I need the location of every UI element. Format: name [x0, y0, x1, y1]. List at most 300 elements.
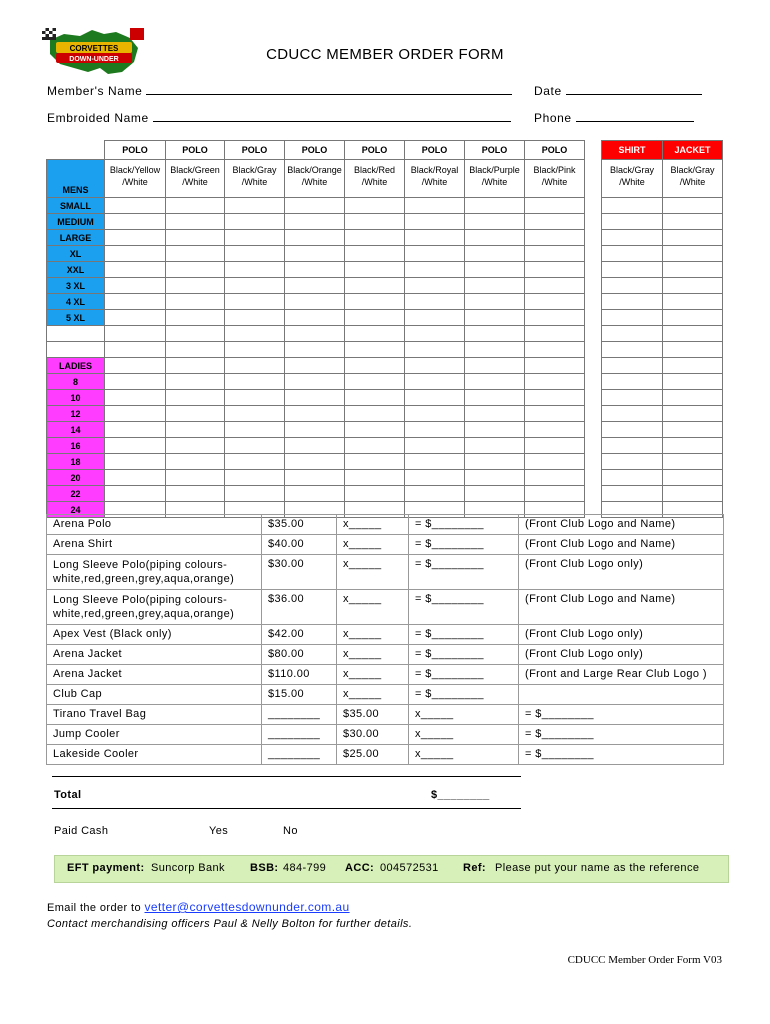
price-cell-item: Arena Polo: [47, 515, 262, 535]
price-cell-note: (Front Club Logo only): [519, 555, 724, 590]
qty-cell[interactable]: [602, 342, 663, 358]
qty-cell[interactable]: [465, 454, 525, 470]
qty-cell[interactable]: [663, 454, 723, 470]
qty-cell[interactable]: [166, 262, 225, 278]
price-cell-note: (Front Club Logo only): [519, 645, 724, 665]
qty-cell[interactable]: [105, 406, 166, 422]
qty-cell[interactable]: [345, 374, 405, 390]
price-row: [47, 645, 724, 665]
qty-cell[interactable]: [465, 438, 525, 454]
mens-size-1: MEDIUM: [47, 214, 105, 230]
qty-cell[interactable]: [465, 486, 525, 502]
qty-cell[interactable]: [663, 278, 723, 294]
qty-cell[interactable]: [105, 262, 166, 278]
price-cell-qty[interactable]: $25.00: [337, 745, 409, 765]
qty-cell[interactable]: [166, 310, 225, 326]
price-cell-total[interactable]: x_____: [409, 705, 519, 725]
qty-cell[interactable]: [405, 294, 465, 310]
qty-cell[interactable]: [602, 374, 663, 390]
qty-cell[interactable]: [525, 294, 585, 310]
qty-cell[interactable]: [345, 294, 405, 310]
mens-size-5: 3 XL: [47, 278, 105, 294]
price-cell-total[interactable]: = $________: [409, 590, 519, 625]
qty-cell[interactable]: [405, 326, 465, 342]
qty-cell[interactable]: [225, 230, 285, 246]
qty-cell[interactable]: [166, 438, 225, 454]
qty-cell[interactable]: [285, 230, 345, 246]
price-row: [47, 705, 724, 725]
qty-cell[interactable]: [405, 230, 465, 246]
members-name-line[interactable]: Member's Name: [47, 84, 512, 98]
qty-cell[interactable]: [285, 486, 345, 502]
qty-cell[interactable]: [465, 358, 525, 374]
qty-cell[interactable]: [465, 470, 525, 486]
qty-cell[interactable]: [166, 470, 225, 486]
qty-cell[interactable]: [405, 374, 465, 390]
ref-label: Ref:: [463, 862, 486, 874]
price-cell-note: = $________: [519, 725, 724, 745]
qty-cell[interactable]: [285, 310, 345, 326]
polo-header-6: POLO: [465, 141, 525, 160]
price-row: [47, 665, 724, 685]
price-cell-total[interactable]: = $________: [409, 535, 519, 555]
ladies-size-4: 16: [47, 438, 105, 454]
qty-cell[interactable]: [166, 374, 225, 390]
qty-cell[interactable]: [285, 454, 345, 470]
qty-cell[interactable]: [105, 438, 166, 454]
qty-cell[interactable]: [663, 438, 723, 454]
qty-cell[interactable]: [225, 310, 285, 326]
qty-cell[interactable]: [345, 390, 405, 406]
qty-cell[interactable]: [465, 390, 525, 406]
qty-cell[interactable]: [465, 262, 525, 278]
qty-cell[interactable]: [663, 310, 723, 326]
price-cell-qty[interactable]: $30.00: [337, 725, 409, 745]
qty-cell[interactable]: [602, 262, 663, 278]
qty-cell[interactable]: [345, 310, 405, 326]
ladies-size-8: 24: [47, 502, 105, 518]
price-cell-qty[interactable]: x_____: [337, 645, 409, 665]
qty-cell[interactable]: [405, 198, 465, 214]
qty-cell[interactable]: [663, 214, 723, 230]
qty-cell[interactable]: [345, 262, 405, 278]
qty-cell[interactable]: [166, 214, 225, 230]
shirt-colour: Black/Gray /White: [602, 160, 663, 198]
qty-cell[interactable]: [345, 342, 405, 358]
qty-cell[interactable]: [525, 326, 585, 342]
qty-cell[interactable]: [525, 470, 585, 486]
price-cell-total[interactable]: = $________: [409, 665, 519, 685]
qty-cell[interactable]: [225, 294, 285, 310]
svg-text:CORVETTES: CORVETTES: [69, 44, 119, 53]
price-cell-total[interactable]: x_____: [409, 725, 519, 745]
qty-cell[interactable]: [663, 470, 723, 486]
qty-cell[interactable]: [465, 406, 525, 422]
price-cell-qty[interactable]: x_____: [337, 685, 409, 705]
qty-cell[interactable]: [225, 422, 285, 438]
qty-cell[interactable]: [525, 422, 585, 438]
phone-line[interactable]: Phone: [534, 111, 694, 125]
qty-cell[interactable]: [166, 358, 225, 374]
qty-cell[interactable]: [225, 342, 285, 358]
qty-cell[interactable]: [225, 262, 285, 278]
price-cell-qty[interactable]: x_____: [337, 625, 409, 645]
eft-label: EFT payment:: [67, 862, 145, 874]
qty-cell[interactable]: [105, 470, 166, 486]
mens-size-6: 4 XL: [47, 294, 105, 310]
qty-cell[interactable]: [663, 198, 723, 214]
mens-label: MENS: [47, 160, 105, 198]
qty-cell[interactable]: [405, 262, 465, 278]
price-cell-price: ________: [262, 725, 337, 745]
eft-payment-banner: [54, 855, 729, 883]
ref-value: Please put your name as the reference: [495, 862, 700, 874]
qty-cell[interactable]: [166, 422, 225, 438]
qty-cell[interactable]: [663, 390, 723, 406]
qty-cell[interactable]: [405, 470, 465, 486]
qty-cell[interactable]: [345, 278, 405, 294]
qty-cell[interactable]: [345, 454, 405, 470]
qty-cell[interactable]: [225, 214, 285, 230]
qty-cell[interactable]: [285, 374, 345, 390]
qty-cell[interactable]: [105, 278, 166, 294]
qty-cell[interactable]: [602, 422, 663, 438]
qty-cell[interactable]: [345, 438, 405, 454]
qty-cell[interactable]: [663, 230, 723, 246]
price-cell-note: (Front Club Logo only): [519, 625, 724, 645]
qty-cell[interactable]: [525, 342, 585, 358]
qty-cell[interactable]: [405, 214, 465, 230]
polo-header-2: POLO: [225, 141, 285, 160]
polo-colour-7: Black/Pink /White: [525, 160, 585, 198]
price-cell-total[interactable]: = $________: [409, 625, 519, 645]
qty-cell[interactable]: [166, 198, 225, 214]
qty-cell[interactable]: [663, 422, 723, 438]
form-version: CDUCC Member Order Form V03: [567, 954, 722, 966]
ladies-size-7: 22: [47, 486, 105, 502]
qty-cell[interactable]: [225, 390, 285, 406]
mens-size-3: XL: [47, 246, 105, 262]
price-row: [47, 590, 724, 625]
mens-size-4: XXL: [47, 262, 105, 278]
qty-cell[interactable]: [105, 422, 166, 438]
qty-cell[interactable]: [602, 406, 663, 422]
polo-header-7: POLO: [525, 141, 585, 160]
qty-cell[interactable]: [405, 310, 465, 326]
qty-cell[interactable]: [166, 246, 225, 262]
price-cell-note: (Front Club Logo and Name): [519, 515, 724, 535]
jacket-colour: Black/Gray /White: [663, 160, 723, 198]
price-list-table: [46, 514, 724, 765]
polo-header-1: POLO: [166, 141, 225, 160]
price-row: [47, 555, 724, 590]
qty-cell[interactable]: [602, 198, 663, 214]
qty-cell[interactable]: [166, 230, 225, 246]
qty-cell[interactable]: [405, 358, 465, 374]
qty-cell[interactable]: [405, 278, 465, 294]
qty-cell[interactable]: [602, 486, 663, 502]
qty-cell[interactable]: [285, 438, 345, 454]
qty-cell[interactable]: [525, 278, 585, 294]
qty-cell[interactable]: [285, 246, 345, 262]
ladies-size-3: 14: [47, 422, 105, 438]
qty-cell[interactable]: [663, 246, 723, 262]
qty-cell[interactable]: [105, 454, 166, 470]
qty-cell[interactable]: [602, 310, 663, 326]
qty-cell[interactable]: [105, 390, 166, 406]
qty-cell[interactable]: [465, 294, 525, 310]
qty-cell[interactable]: [105, 246, 166, 262]
price-row: [47, 625, 724, 645]
qty-cell[interactable]: [105, 294, 166, 310]
qty-cell[interactable]: [663, 374, 723, 390]
qty-cell[interactable]: [525, 390, 585, 406]
qty-cell[interactable]: [525, 406, 585, 422]
qty-cell[interactable]: [525, 310, 585, 326]
qty-cell[interactable]: [602, 390, 663, 406]
price-cell-price: ________: [262, 745, 337, 765]
qty-cell[interactable]: [166, 326, 225, 342]
qty-cell[interactable]: [405, 422, 465, 438]
qty-cell[interactable]: [285, 390, 345, 406]
price-cell-qty[interactable]: x_____: [337, 555, 409, 590]
qty-cell[interactable]: [105, 326, 166, 342]
qty-cell[interactable]: [225, 374, 285, 390]
price-cell-note: = $________: [519, 705, 724, 725]
qty-cell[interactable]: [465, 278, 525, 294]
qty-cell[interactable]: [225, 470, 285, 486]
ladies-size-5: 18: [47, 454, 105, 470]
qty-cell[interactable]: [105, 214, 166, 230]
qty-cell[interactable]: [602, 326, 663, 342]
qty-cell[interactable]: [285, 262, 345, 278]
qty-cell[interactable]: [465, 422, 525, 438]
eft-bank: Suncorp Bank: [151, 862, 225, 874]
ladies-label: LADIES: [47, 358, 105, 374]
qty-cell[interactable]: [225, 358, 285, 374]
price-cell-note: (Front and Large Rear Club Logo ): [519, 665, 724, 685]
qty-cell[interactable]: [166, 454, 225, 470]
qty-cell[interactable]: [285, 422, 345, 438]
price-cell-price: $15.00: [262, 685, 337, 705]
qty-cell[interactable]: [663, 406, 723, 422]
qty-cell[interactable]: [525, 262, 585, 278]
qty-cell[interactable]: [602, 294, 663, 310]
bsb-label: BSB:: [250, 862, 279, 874]
qty-cell[interactable]: [602, 246, 663, 262]
qty-cell[interactable]: [345, 422, 405, 438]
price-cell-note: [519, 685, 724, 705]
price-cell-price: $35.00: [262, 515, 337, 535]
polo-colour-1: Black/Green /White: [166, 160, 225, 198]
qty-cell[interactable]: [663, 486, 723, 502]
qty-cell[interactable]: [525, 454, 585, 470]
qty-cell[interactable]: [525, 214, 585, 230]
qty-cell[interactable]: [166, 278, 225, 294]
qty-cell[interactable]: [663, 262, 723, 278]
price-cell-total[interactable]: = $________: [409, 555, 519, 590]
qty-cell[interactable]: [345, 326, 405, 342]
price-cell-item: Apex Vest (Black only): [47, 625, 262, 645]
qty-cell[interactable]: [465, 342, 525, 358]
qty-cell[interactable]: [465, 214, 525, 230]
total-value[interactable]: $________: [431, 789, 490, 801]
qty-cell[interactable]: [345, 358, 405, 374]
qty-cell[interactable]: [405, 486, 465, 502]
qty-cell[interactable]: [166, 342, 225, 358]
qty-cell[interactable]: [602, 454, 663, 470]
price-row: [47, 515, 724, 535]
qty-cell[interactable]: [602, 438, 663, 454]
qty-cell[interactable]: [405, 390, 465, 406]
qty-cell[interactable]: [405, 342, 465, 358]
qty-cell[interactable]: [663, 294, 723, 310]
price-cell-item: Arena Jacket: [47, 665, 262, 685]
email-link[interactable]: vetter@corvettesdownunder.com.au: [144, 900, 350, 914]
qty-cell[interactable]: [465, 310, 525, 326]
qty-cell[interactable]: [602, 470, 663, 486]
qty-cell[interactable]: [663, 358, 723, 374]
qty-cell[interactable]: [166, 486, 225, 502]
price-cell-qty[interactable]: x_____: [337, 665, 409, 685]
price-cell-qty[interactable]: x_____: [337, 535, 409, 555]
qty-cell[interactable]: [345, 198, 405, 214]
polo-colour-4: Black/Red /White: [345, 160, 405, 198]
qty-cell[interactable]: [285, 294, 345, 310]
qty-cell[interactable]: [345, 470, 405, 486]
qty-cell[interactable]: [525, 198, 585, 214]
qty-cell[interactable]: [602, 278, 663, 294]
qty-cell[interactable]: [405, 406, 465, 422]
qty-cell[interactable]: [166, 390, 225, 406]
price-cell-price: $40.00: [262, 535, 337, 555]
mens-size-2: LARGE: [47, 230, 105, 246]
price-row: [47, 745, 724, 765]
price-cell-note: = $________: [519, 745, 724, 765]
qty-cell[interactable]: [166, 406, 225, 422]
qty-cell[interactable]: [465, 246, 525, 262]
qty-cell[interactable]: [225, 278, 285, 294]
ladies-size-2: 12: [47, 406, 105, 422]
qty-cell[interactable]: [602, 230, 663, 246]
acc-label: ACC:: [345, 862, 375, 874]
qty-cell[interactable]: [105, 358, 166, 374]
qty-cell[interactable]: [225, 438, 285, 454]
price-cell-item: Long Sleeve Polo(piping colours-white,red,green,grey,aqua,orange): [47, 555, 262, 590]
paid-cash-no[interactable]: No: [283, 825, 298, 837]
polo-colour-0: Black/Yellow /White: [105, 160, 166, 198]
qty-cell[interactable]: [663, 342, 723, 358]
price-cell-total[interactable]: = $________: [409, 515, 519, 535]
svg-text:DOWN-UNDER: DOWN-UNDER: [69, 56, 119, 63]
qty-cell[interactable]: [465, 326, 525, 342]
qty-cell[interactable]: [525, 486, 585, 502]
qty-cell[interactable]: [285, 342, 345, 358]
price-cell-item: Arena Shirt: [47, 535, 262, 555]
qty-cell[interactable]: [285, 214, 345, 230]
qty-cell[interactable]: [405, 438, 465, 454]
embroided-name-line[interactable]: Embroided Name: [47, 111, 511, 125]
qty-cell[interactable]: [465, 374, 525, 390]
polo-order-grid: [46, 140, 585, 518]
qty-cell[interactable]: [225, 326, 285, 342]
qty-cell[interactable]: [525, 230, 585, 246]
polo-header-5: POLO: [405, 141, 465, 160]
price-cell-item: Jump Cooler: [47, 725, 262, 745]
qty-cell[interactable]: [345, 214, 405, 230]
price-cell-note: (Front Club Logo and Name): [519, 535, 724, 555]
price-cell-price: $36.00: [262, 590, 337, 625]
price-row: [47, 535, 724, 555]
qty-cell[interactable]: [602, 214, 663, 230]
qty-cell[interactable]: [663, 326, 723, 342]
qty-cell[interactable]: [166, 294, 225, 310]
ladies-size-1: 10: [47, 390, 105, 406]
qty-cell[interactable]: [345, 486, 405, 502]
price-cell-note: (Front Club Logo and Name): [519, 590, 724, 625]
grid-corner: [47, 141, 105, 160]
qty-cell[interactable]: [525, 438, 585, 454]
qty-cell[interactable]: [345, 230, 405, 246]
qty-cell[interactable]: [225, 406, 285, 422]
qty-cell[interactable]: [105, 198, 166, 214]
price-cell-qty[interactable]: $35.00: [337, 705, 409, 725]
qty-cell[interactable]: [105, 342, 166, 358]
price-cell-item: Tirano Travel Bag: [47, 705, 262, 725]
price-cell-qty[interactable]: x_____: [337, 590, 409, 625]
paid-cash-yes[interactable]: Yes: [209, 825, 229, 837]
qty-cell[interactable]: [345, 246, 405, 262]
qty-cell[interactable]: [285, 278, 345, 294]
price-cell-total[interactable]: x_____: [409, 745, 519, 765]
qty-cell[interactable]: [465, 230, 525, 246]
qty-cell[interactable]: [105, 310, 166, 326]
price-cell-qty[interactable]: x_____: [337, 515, 409, 535]
total-label: Total: [54, 789, 82, 801]
qty-cell[interactable]: [465, 198, 525, 214]
qty-cell[interactable]: [225, 486, 285, 502]
price-cell-price: $110.00: [262, 665, 337, 685]
price-cell-total[interactable]: = $________: [409, 645, 519, 665]
bsb-value: 484-799: [283, 862, 327, 874]
qty-cell[interactable]: [225, 198, 285, 214]
qty-cell[interactable]: [285, 406, 345, 422]
qty-cell[interactable]: [602, 358, 663, 374]
polo-header-0: POLO: [105, 141, 166, 160]
qty-cell[interactable]: [525, 246, 585, 262]
ladies-size-6: 20: [47, 470, 105, 486]
qty-cell[interactable]: [405, 454, 465, 470]
qty-cell[interactable]: [405, 246, 465, 262]
qty-cell[interactable]: [105, 486, 166, 502]
total-rule-bottom: [52, 808, 521, 809]
qty-cell[interactable]: [105, 230, 166, 246]
qty-cell[interactable]: [525, 374, 585, 390]
qty-cell[interactable]: [285, 358, 345, 374]
date-line[interactable]: Date: [534, 84, 702, 98]
qty-cell[interactable]: [105, 374, 166, 390]
price-cell-price: $42.00: [262, 625, 337, 645]
qty-cell[interactable]: [345, 406, 405, 422]
qty-cell[interactable]: [285, 326, 345, 342]
qty-cell[interactable]: [285, 198, 345, 214]
qty-cell[interactable]: [225, 454, 285, 470]
form-title: CDUCC MEMBER ORDER FORM: [266, 46, 504, 63]
price-cell-total[interactable]: = $________: [409, 685, 519, 705]
qty-cell[interactable]: [525, 358, 585, 374]
qty-cell[interactable]: [285, 470, 345, 486]
qty-cell[interactable]: [225, 246, 285, 262]
